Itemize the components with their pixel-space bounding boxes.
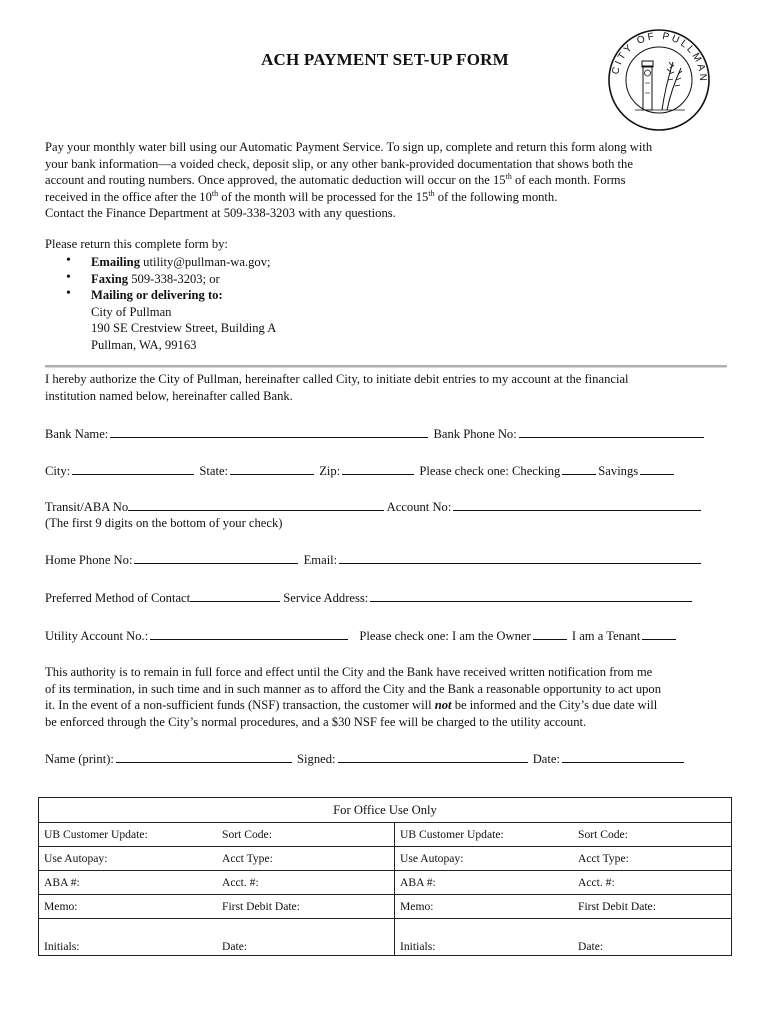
office-cell: Memo: <box>39 895 218 919</box>
office-cell: Acct Type: <box>573 847 732 871</box>
preference-row <box>45 590 727 606</box>
city-seal-logo <box>607 28 711 132</box>
home-phone-field[interactable] <box>134 552 298 564</box>
office-cell: UB Customer Update: <box>39 823 218 847</box>
office-cell: Sort Code: <box>573 823 732 847</box>
intro-line: account and routing numbers. Once approved, the automatic deduction will occur on the 15th of each month. Forms <box>45 171 626 187</box>
return-mail-item: • Mailing or delivering to: <box>66 287 276 304</box>
transit-note: (The first 9 digits on the bottom of your check) <box>45 516 283 530</box>
zip-label: Zip: <box>319 464 341 478</box>
intro-line: Pay your monthly water bill using our Automatic Payment Service. To sign up, complete and return this form along with <box>45 140 653 154</box>
office-cell: First Debit Date: <box>217 895 395 919</box>
name-label: Name (print): <box>45 752 114 766</box>
routing-row <box>45 499 727 515</box>
office-cell: Use Autopay: <box>395 847 574 871</box>
transit-label: Transit/ABA No <box>45 500 129 514</box>
checking-checkbox[interactable] <box>562 463 596 475</box>
mail-address-line: 190 SE Crestview Street, Building A <box>91 321 277 335</box>
preferred-contact-field[interactable] <box>190 590 280 602</box>
authorization-line: institution named below, hereinafter called Bank. <box>45 388 293 403</box>
bank-phone-label: Bank Phone No: <box>433 427 517 441</box>
bank-name-field[interactable] <box>110 426 428 438</box>
office-cell: Initials: <box>395 919 574 956</box>
intro-paragraph <box>45 139 727 222</box>
office-cell: Initials: <box>39 919 218 956</box>
office-cell: Date: <box>573 919 732 956</box>
location-row <box>45 463 727 479</box>
city-field[interactable] <box>72 463 194 475</box>
name-field[interactable] <box>116 751 292 763</box>
return-fax-item: • Faxing 509-338-3203; or <box>66 271 276 288</box>
owner-checkbox[interactable] <box>533 628 567 640</box>
office-cell: ABA #: <box>39 871 218 895</box>
date-label: Date: <box>532 752 560 766</box>
terms-line: be enforced through the City’s normal procedures, and a $30 NSF fee will be charged to the utility account. <box>45 714 587 729</box>
office-cell: Acct. #: <box>217 871 395 895</box>
office-cell: Memo: <box>395 895 574 919</box>
section-divider <box>45 365 727 368</box>
mail-address-line: City of Pullman <box>91 304 172 319</box>
terms-line: of its termination, in such time and in such manner as to afford the City and the Bank a reasonable opportunity to act upon <box>45 681 662 696</box>
page-title: ACH PAYMENT SET-UP FORM <box>261 50 509 69</box>
bank-phone-field[interactable] <box>519 426 704 438</box>
office-use-table <box>38 797 732 956</box>
service-address-field[interactable] <box>370 590 692 602</box>
tenant-label: I am a Tenant <box>571 629 641 643</box>
contact-line: Contact the Finance Department at 509-338-3203 with any questions. <box>45 206 396 220</box>
signed-label: Signed: <box>297 752 336 766</box>
account-number-field[interactable] <box>453 499 701 511</box>
office-cell: ABA #: <box>395 871 574 895</box>
authorization-paragraph <box>45 371 727 404</box>
return-methods-list <box>66 254 276 353</box>
mail-address-line: Pullman, WA, 99163 <box>91 337 197 352</box>
office-cell: Sort Code: <box>217 823 395 847</box>
utility-account-field[interactable] <box>150 628 348 640</box>
tenant-checkbox[interactable] <box>642 628 676 640</box>
signature-field[interactable] <box>338 751 528 763</box>
bank-row <box>45 426 727 442</box>
terms-paragraph <box>45 664 727 730</box>
office-cell: Acct. #: <box>573 871 732 895</box>
service-address-label: Service Address: <box>283 591 369 605</box>
utility-row <box>45 628 727 644</box>
email-field[interactable] <box>339 552 701 564</box>
bank-name-label: Bank Name: <box>45 427 109 441</box>
state-label: State: <box>199 464 229 478</box>
transit-field[interactable] <box>128 499 384 511</box>
authorization-line: I hereby authorize the City of Pullman, hereinafter called City, to initiate debit entries to my account at the financial <box>45 372 629 386</box>
office-use-header: For Office Use Only <box>39 798 732 823</box>
email-label: Email: <box>303 553 338 567</box>
utility-account-label: Utility Account No.: <box>45 629 149 643</box>
owner-label: Please check one: I am the Owner <box>359 629 531 643</box>
office-cell: Date: <box>217 919 395 956</box>
return-email-item: • Emailing utility@pullman-wa.gov; <box>66 254 276 271</box>
intro-line: your bank information—a voided check, deposit slip, or any other bank-provided documentation that shows both the <box>45 156 633 171</box>
zip-field[interactable] <box>342 463 414 475</box>
city-label: City: <box>45 464 71 478</box>
state-field[interactable] <box>230 463 314 475</box>
intro-line: received in the office after the 10th of the month will be processed for the 15th of the following month. <box>45 188 558 204</box>
office-cell: Acct Type: <box>217 847 395 871</box>
terms-line: it. In the event of a non-sufficient funds (NSF) transaction, the customer will not be informed and the City’s due date will <box>45 698 658 712</box>
home-phone-label: Home Phone No: <box>45 553 133 567</box>
return-heading: Please return this complete form by: <box>45 237 228 251</box>
contact-row <box>45 552 727 568</box>
office-cell: First Debit Date: <box>573 895 732 919</box>
terms-line: This authority is to remain in full force and effect until the City and the Bank have received written notification from me <box>45 665 653 679</box>
date-field[interactable] <box>562 751 684 763</box>
svg-text:CITY OF PULLMAN: CITY OF PULLMAN <box>610 30 709 84</box>
account-number-label: Account No: <box>386 500 452 514</box>
preferred-contact-label: Preferred Method of Contact <box>45 591 191 605</box>
savings-label: Savings <box>598 464 639 478</box>
signature-row <box>45 751 727 767</box>
savings-checkbox[interactable] <box>640 463 674 475</box>
office-cell: UB Customer Update: <box>395 823 574 847</box>
office-cell: Use Autopay: <box>39 847 218 871</box>
account-type-label: Please check one: Checking <box>419 464 561 478</box>
